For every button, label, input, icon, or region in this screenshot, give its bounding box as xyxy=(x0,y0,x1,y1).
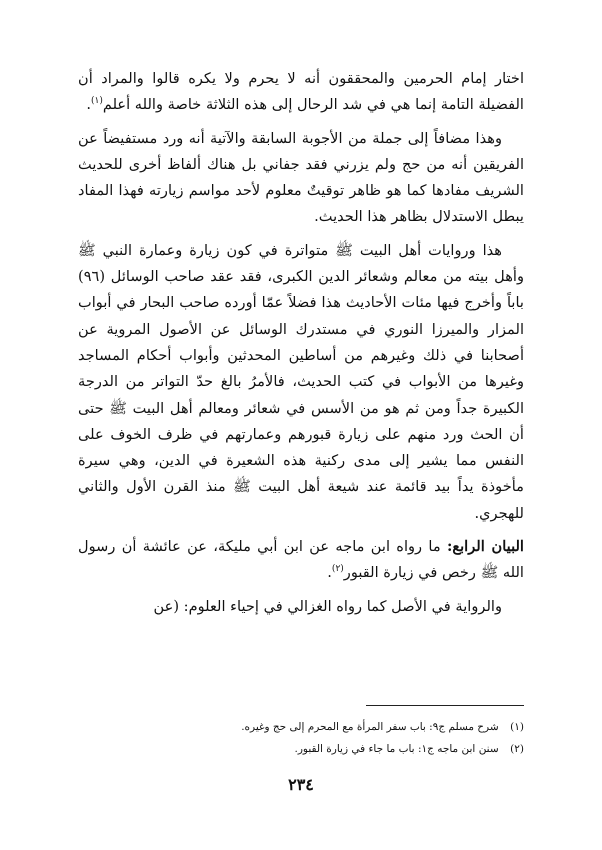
footnotes xyxy=(150,716,524,760)
paragraph-tail: . xyxy=(327,564,332,582)
paragraph-text: والرواية في الأصل كما رواه الغزالي في إحياء العلوم: (عن xyxy=(153,597,502,615)
footnote-ref-1: (١) xyxy=(90,96,103,107)
paragraph-text: اختار إمام الحرمين والمحققون أنه لا يحرم ولا يكره قالوا والمراد أن الفضيلة التامة إنما هي في شد الرحال إلى هذه الثلاثة خاصة والله أعلم xyxy=(78,70,524,114)
footnote-text: سنن ابن ماجه ج١: باب ما جاء في زيارة القبور. xyxy=(294,743,499,755)
footnote-2 xyxy=(150,738,524,760)
footnote-number: (٢) xyxy=(510,743,524,755)
page-number: ٢٣٤ xyxy=(288,775,314,794)
paragraph-1 xyxy=(78,66,524,119)
body-text xyxy=(78,66,524,627)
paragraph-4 xyxy=(78,534,524,587)
paragraph-2 xyxy=(78,126,524,231)
paragraph-tail: . xyxy=(86,96,91,114)
paragraph-text: هذا وروايات أهل البيت ﷺ متواترة في كون زيارة وعمارة النبي ﷺ وأهل بيته من معالم وشعائر الدين الكبرى، فقد عقد صاحب الوسائل (٩٦) باباً وأخرج فيها مئات الأحاديث هذا فضلاً عمّا أورده صاحب البحار في أبواب المزار والميرزا النوري في مستدرك الوسائل عن الأصول المروية عن أصحابنا في ذلك وغيرهم من أساطين المحدثين وأبواب أحكام المساجد وغيرها من الأبواب في كتب الحديث، فالأمرُ بالغ حدّ التواتر من الدرجة الكبيرة جداً ومن ثم هو من الأسس في شعائر ومعالم أهل البيت ﷺ حتى أن الحث ورد منهم على زيارة قبورهم وعمارتهم في ظرف الخوف على النفس مما يشير إلى مدى ركنية هذه الشعيرة في الدين، وهي سيرة مأخوذة يداً بيد قائمة عند شيعة أهل البيت ﷺ منذ القرن الأول والثاني للهجري. xyxy=(78,241,524,522)
section-lead-in: البيان الرابع: xyxy=(446,538,524,556)
paragraph-text: ما رواه ابن ماجه عن ابن أبي مليكة، عن عائشة أن رسول الله ﷺ رخص في زيارة القبور xyxy=(78,538,524,582)
paragraph-3 xyxy=(78,238,524,527)
footnote-text: شرح مسلم ج٩: باب سفر المرأة مع المحرم إلى حج وغيره. xyxy=(241,721,499,733)
paragraph-5 xyxy=(78,594,524,620)
paragraph-text: وهذا مضافاً إلى جملة من الأجوبة السابقة والآتية أنه ورد مستفيضاً عن الفريقين أنه من حج ولم يزرني فقد جفاني بل هناك ألفاظ أخرى للحديث الشريف مفادها كما هو ظاهر توقيتٌ معلوم لأحد مواسم زيارته فهذا المفاد يبطل الاستدلال بظاهر هذا الحديث. xyxy=(78,129,524,226)
footnote-1 xyxy=(150,716,524,738)
footnote-ref-2: (٢) xyxy=(331,564,344,575)
footnote-number: (١) xyxy=(510,721,524,733)
footnote-divider xyxy=(366,705,524,706)
